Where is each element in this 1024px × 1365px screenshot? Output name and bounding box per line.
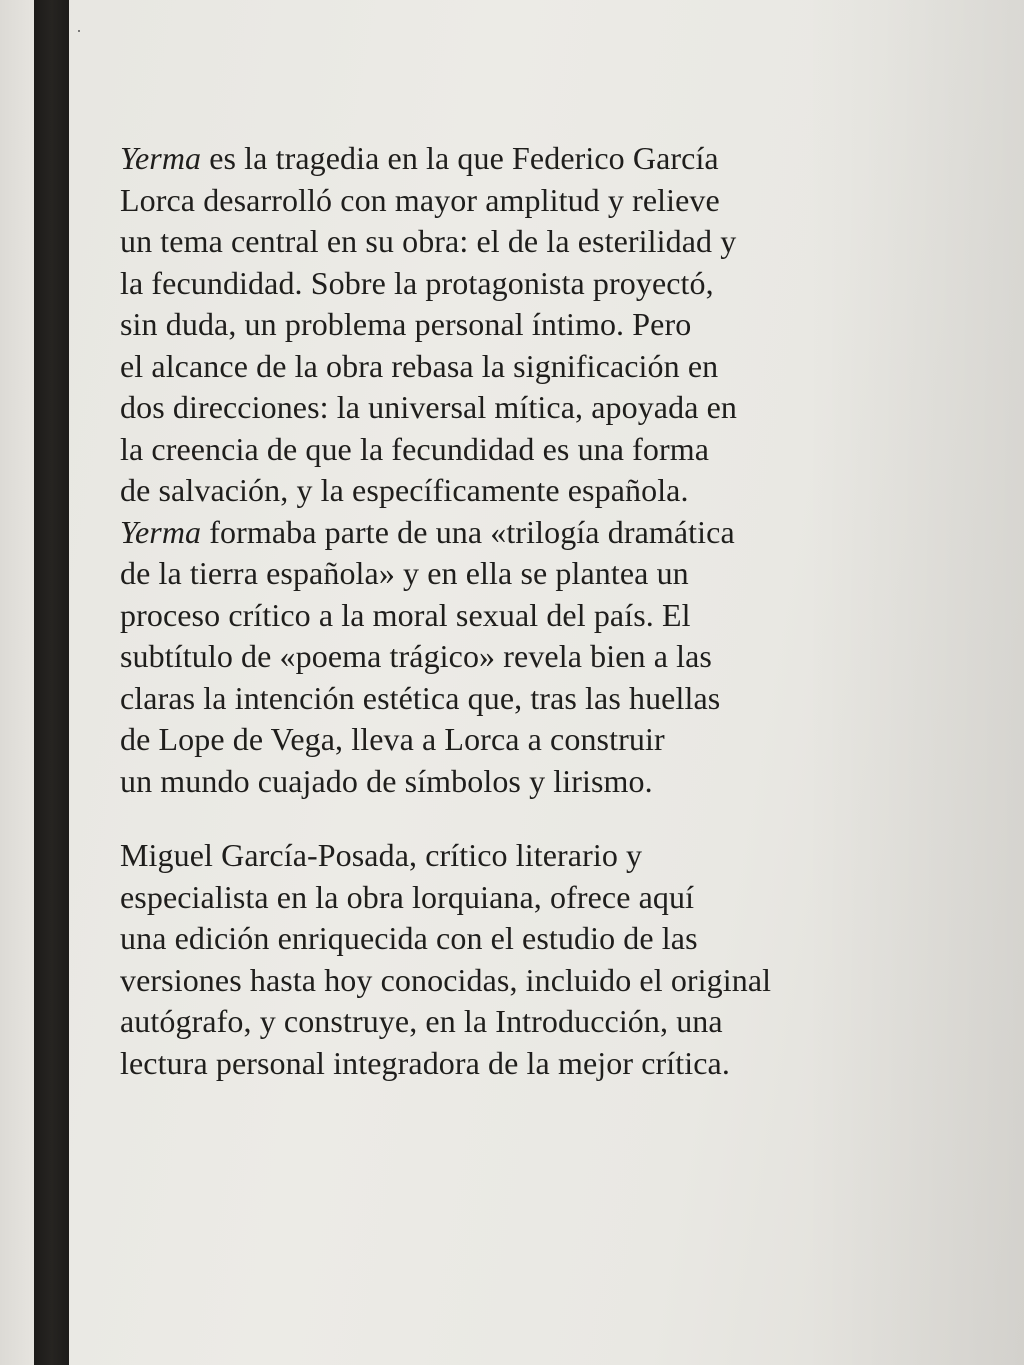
line-text: claras la intención estética que, tras las huellas <box>120 679 721 716</box>
text-line <box>120 512 860 554</box>
text-line <box>120 595 860 637</box>
line-text: la creencia de que la fecundidad es una forma <box>120 430 710 467</box>
text-line <box>120 835 860 877</box>
paragraph-synopsis <box>120 138 860 802</box>
line-text: dos direcciones: la universal mítica, apoyada en <box>120 389 738 425</box>
paragraph-gap <box>120 802 860 835</box>
page-left-margin <box>0 0 34 1365</box>
text-line <box>120 304 860 346</box>
line-text: una edición enriquecida con el estudio de las <box>120 920 698 956</box>
text-line <box>120 138 860 180</box>
line-text: subtítulo de «poema trágico» revela bien a las <box>120 638 712 674</box>
text-line <box>120 346 860 388</box>
black-spine-bar <box>34 0 69 1365</box>
line-text: es la tragedia en la que Federico García <box>201 140 719 176</box>
back-cover-blurb <box>120 138 860 1084</box>
text-line <box>120 719 860 761</box>
line-text: formaba parte de una «trilogía dramática <box>201 513 735 550</box>
text-line <box>120 263 860 305</box>
line-text: un tema central en su obra: el de la esterilidad y <box>120 223 737 259</box>
text-line <box>120 429 860 471</box>
text-line <box>120 387 860 429</box>
line-text: lectura personal integradora de la mejor crítica. <box>120 1044 730 1081</box>
line-text: Miguel García-Posada, crítico literario y <box>120 837 643 873</box>
paragraph-editor <box>120 835 860 1084</box>
line-text: Lorca desarrolló con mayor amplitud y relieve <box>120 181 720 218</box>
line-text: sin duda, un problema personal íntimo. Pero <box>120 306 692 342</box>
line-text: el alcance de la obra rebasa la significación en <box>120 347 719 384</box>
text-line <box>120 553 860 595</box>
paper-speck <box>78 30 80 32</box>
line-text: especialista en la obra lorquiana, ofrece aquí <box>120 878 695 915</box>
text-line <box>120 180 860 222</box>
book-title-italic: Yerma <box>120 513 202 550</box>
line-text: de salvación, y la específicamente española. <box>120 472 689 508</box>
text-line <box>120 877 860 919</box>
book-title-italic: Yerma <box>120 140 202 176</box>
text-line <box>120 470 860 512</box>
text-line <box>120 1043 860 1085</box>
text-line <box>120 918 860 960</box>
line-text: la fecundidad. Sobre la protagonista proyectó, <box>120 264 714 301</box>
text-line <box>120 761 860 803</box>
text-line <box>120 636 860 678</box>
line-text: de Lope de Vega, lleva a Lorca a construir <box>120 721 665 757</box>
line-text: versiones hasta hoy conocidas, incluido el original <box>120 961 772 998</box>
line-text: de la tierra española» y en ella se plantea un <box>120 555 689 591</box>
text-line <box>120 678 860 720</box>
line-text: autógrafo, y construye, en la Introducción, una <box>120 1003 723 1039</box>
text-line <box>120 1001 860 1043</box>
text-line <box>120 960 860 1002</box>
line-text: proceso crítico a la moral sexual del país. El <box>120 596 691 633</box>
text-line <box>120 221 860 263</box>
line-text: un mundo cuajado de símbolos y lirismo. <box>120 762 653 799</box>
